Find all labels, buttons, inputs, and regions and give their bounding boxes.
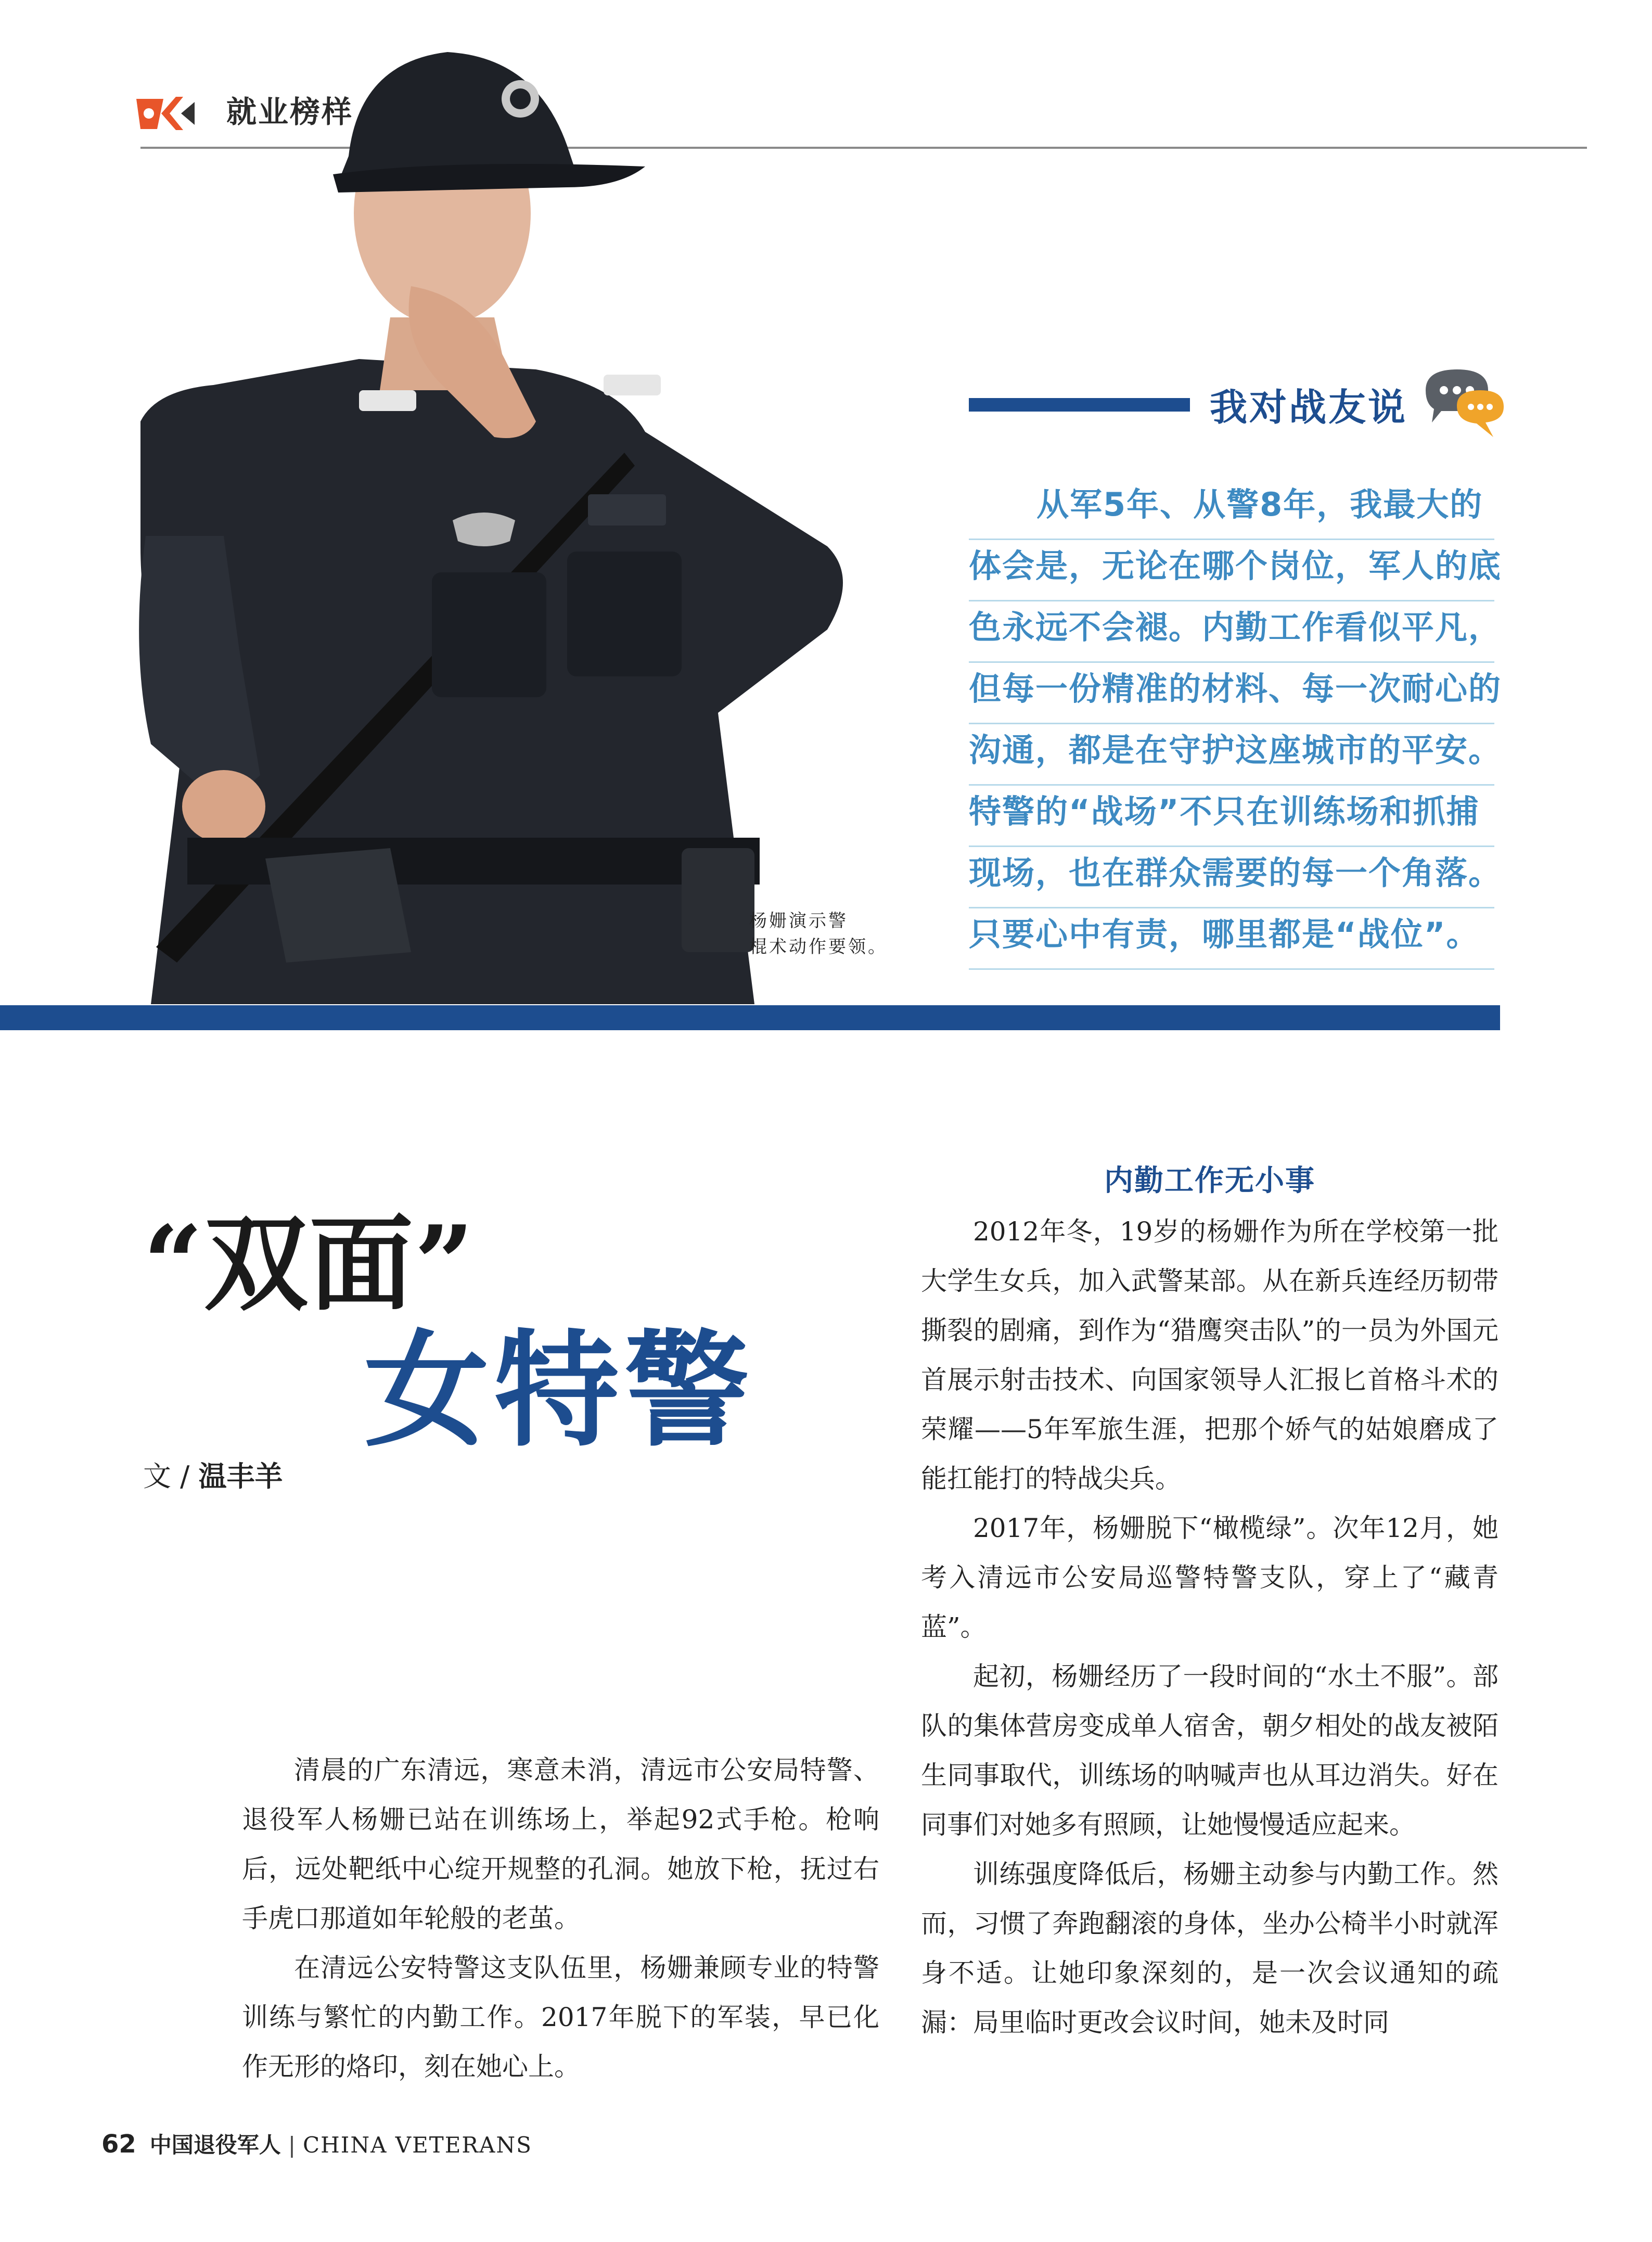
magazine-name-en: CHINA VETERANS [302, 2132, 532, 2158]
quote-line: 从军5年、从警8年，我最大的 [969, 479, 1494, 540]
magazine-name-cn: 中国退役军人 [149, 2132, 281, 2158]
speech-bubble-icon [1420, 364, 1509, 442]
main-column [921, 1207, 1499, 2047]
blue-divider-band [0, 1005, 1500, 1030]
quote-line: 特警的“战场”不只在训练场和抓捕 [969, 786, 1494, 847]
photo-caption [749, 908, 916, 960]
body-paragraph: 2017年，杨姗脱下“橄榄绿”。次年12月，她考入清远市公安局巡警特警支队，穿上了“藏青蓝”。 [921, 1513, 1499, 1642]
body-paragraph: 2012年冬，19岁的杨姗作为所在学校第一批大学生女兵，加入武警某部。从在新兵连经历韧带撕裂的剧痛，到作为“猎鹰突击队”的一员为外国元首展示射击技术、向国家领导人汇报匕首格斗术的荣耀——5年军旅生涯，把那个娇气的姑娘磨成了能扛能打的特战尖兵。 [921, 1216, 1499, 1494]
quote-body [969, 479, 1502, 970]
body-paragraph: 起初，杨姗经历了一段时间的“水土不服”。部队的集体营房变成单人宿舍，朝夕相处的战友被陌生同事取代，训练场的呐喊声也从耳边消失。好在同事们对她多有照顾，让她慢慢适应起来。 [921, 1661, 1499, 1840]
byline-prefix: 文 / [143, 1460, 199, 1493]
byline [143, 1454, 283, 1494]
body-paragraph: 清晨的广东清远，寒意未消，清远市公安局特警、退役军人杨姗已站在训练场上，举起92式手枪。枪响后，远处靶纸中心绽开规整的孔洞。她放下枪，抚过右手虎口那道如年轮般的老茧。 [242, 1755, 879, 1933]
body-paragraph: 训练强度降低后，杨姗主动参与内勤工作。然而，习惯了奔跑翻滚的身体，坐办公椅半小时就浑身不适。让她印象深刻的，是一次会议通知的疏漏：局里临时更改会议时间，她未及时同 [921, 1859, 1499, 2038]
quote-line: 沟通，都是在守护这座城市的平安。 [969, 724, 1494, 786]
officer-photo [68, 26, 879, 1004]
quote-line: 现场，也在群众需要的每一个角落。 [969, 847, 1494, 908]
quote-line: 但每一份精准的材料、每一次耐心的 [969, 663, 1494, 724]
quote-accent-bar [969, 398, 1190, 412]
photo-caption-line: 棍术动作要领。 [749, 937, 888, 957]
intro-column [242, 1746, 879, 2092]
article-title-line1: “双面” [143, 1203, 476, 1325]
section-subheading: 内勤工作无小事 [1104, 1164, 1315, 1198]
page-footer [101, 2128, 532, 2159]
quote-line: 体会是，无论在哪个岗位，军人的底 [969, 540, 1494, 601]
footer-separator: | [288, 2132, 296, 2158]
article-title-line2: 女特警 [364, 1318, 755, 1464]
byline-author: 温丰羊 [198, 1460, 283, 1493]
quote-title: 我对战友说 [1210, 386, 1408, 429]
quote-line: 色永远不会褪。内勤工作看似平凡， [969, 601, 1494, 663]
quote-line: 只要心中有责，哪里都是“战位”。 [969, 908, 1494, 970]
photo-caption-line: 杨姗演示警 [749, 911, 848, 931]
section-label: 就业榜样 [226, 94, 354, 130]
body-paragraph: 在清远公安特警这支队伍里，杨姗兼顾专业的特警训练与繁忙的内勤工作。2017年脱下的军装，早已化作无形的烙印，刻在她心上。 [242, 1953, 879, 2082]
page-number: 62 [101, 2130, 136, 2159]
